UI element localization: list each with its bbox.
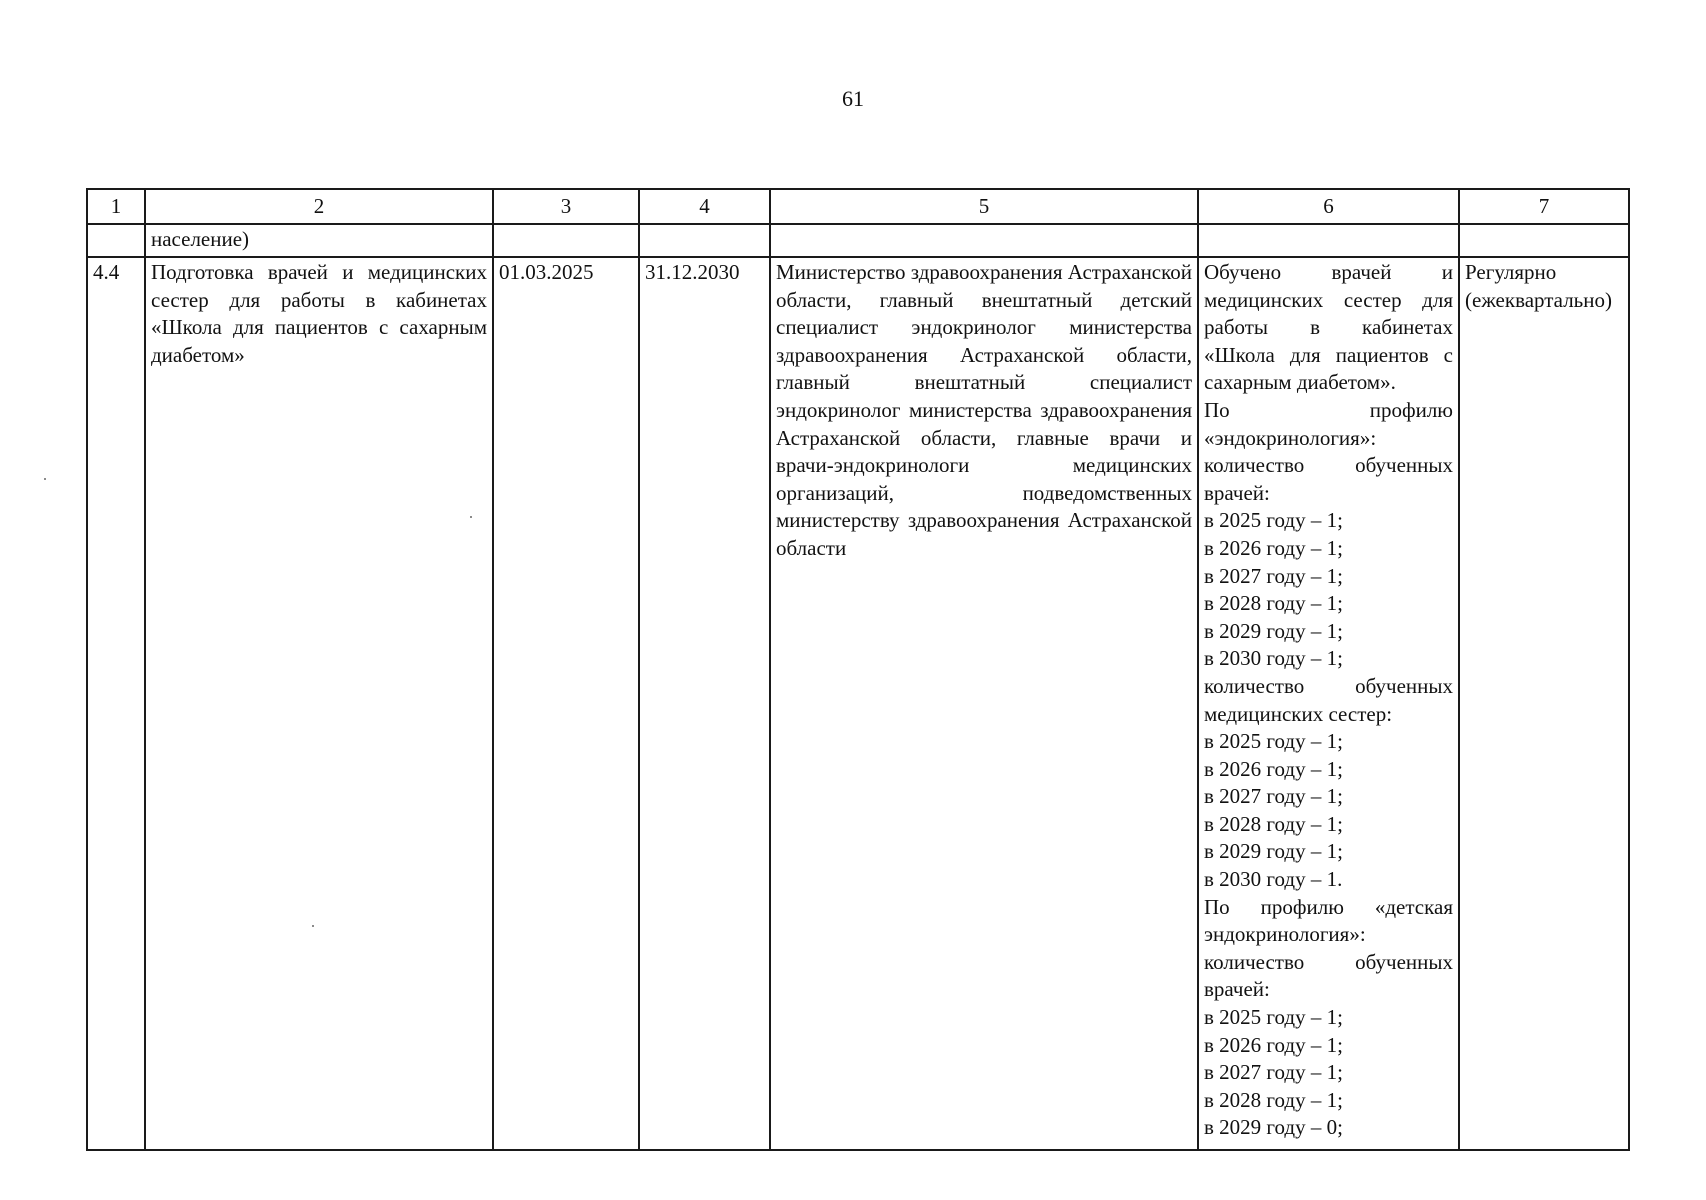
result-line: количество обученных медицинских сестер: xyxy=(1204,673,1453,726)
result-line: По профилю «эндокринология»: xyxy=(1204,397,1453,450)
row-result xyxy=(1198,257,1459,1150)
row-number: 4.4 xyxy=(87,257,145,1150)
header-col-5: 5 xyxy=(770,189,1198,224)
result-line: в 2030 году – 1; xyxy=(1204,646,1343,671)
scan-speck xyxy=(312,925,314,927)
result-line: в 2029 году – 1; xyxy=(1204,618,1343,643)
result-line: в 2029 году – 1; xyxy=(1204,839,1343,864)
result-line: в 2026 году – 1; xyxy=(1204,756,1343,781)
result-line: Обучено врачей и медицинских сестер для работы в кабинетах «Школа для пациентов с сахарным диабетом». xyxy=(1204,260,1453,395)
row-title: Подготовка врачей и медицинских сестер для работы в кабинетах «Школа для пациентов с сахарным диабетом» xyxy=(145,257,493,1150)
row-periodicity: Регулярно (ежеквартально) xyxy=(1459,257,1629,1150)
header-row xyxy=(87,189,1629,224)
cont-cell-2: население) xyxy=(145,224,493,257)
row-end-date: 31.12.2030 xyxy=(639,257,770,1150)
result-line: в 2028 году – 1; xyxy=(1204,1087,1343,1112)
scan-speck xyxy=(470,516,472,518)
row-start-date: 01.03.2025 xyxy=(493,257,639,1150)
header-col-7: 7 xyxy=(1459,189,1629,224)
result-line: количество обученных врачей: xyxy=(1204,453,1453,505)
result-line: в 2027 году – 1; xyxy=(1204,1060,1343,1085)
scan-speck xyxy=(44,478,46,480)
page-number: 61 xyxy=(842,86,864,111)
row-responsible: Министерство здравоохранения Астраханской области, главный внештатный детский специалист эндокринолог министерства здравоохранения Астраханской области, главный внештатный специалист эндокринолог министерства здравоохранения Астраханской области, главные врачи и врачи-эндокринологи медицинских организаций, подведомственных министерству здравоохранения Астраханской области xyxy=(770,257,1198,1150)
result-line: количество обученных врачей: xyxy=(1204,949,1453,1002)
plan-table xyxy=(86,188,1630,1151)
header-col-1: 1 xyxy=(87,189,145,224)
result-line: в 2029 году – 0; xyxy=(1204,1115,1343,1140)
header-col-6: 6 xyxy=(1198,189,1459,224)
result-line: в 2028 году – 1; xyxy=(1204,591,1343,616)
result-line: в 2027 году – 1; xyxy=(1204,563,1343,588)
result-line: в 2025 году – 1; xyxy=(1204,508,1343,533)
result-line: в 2030 году – 1. xyxy=(1204,867,1343,892)
cont-cell-4 xyxy=(639,224,770,257)
cont-cell-1 xyxy=(87,224,145,257)
cont-cell-7 xyxy=(1459,224,1629,257)
result-line: в 2026 году – 1; xyxy=(1204,1032,1343,1057)
result-line: в 2026 году – 1; xyxy=(1204,535,1343,560)
table-row xyxy=(87,257,1629,1150)
result-line: в 2025 году – 1; xyxy=(1204,1005,1343,1030)
result-line: в 2025 году – 1; xyxy=(1204,729,1343,754)
cont-cell-5 xyxy=(770,224,1198,257)
continuation-row xyxy=(87,224,1629,257)
result-line: По профилю «детская эндокринология»: xyxy=(1204,894,1453,947)
cont-cell-6 xyxy=(1198,224,1459,257)
result-line: в 2028 году – 1; xyxy=(1204,811,1343,836)
header-col-3: 3 xyxy=(493,189,639,224)
header-col-4: 4 xyxy=(639,189,770,224)
cont-cell-3 xyxy=(493,224,639,257)
header-col-2: 2 xyxy=(145,189,493,224)
result-line: в 2027 году – 1; xyxy=(1204,784,1343,809)
